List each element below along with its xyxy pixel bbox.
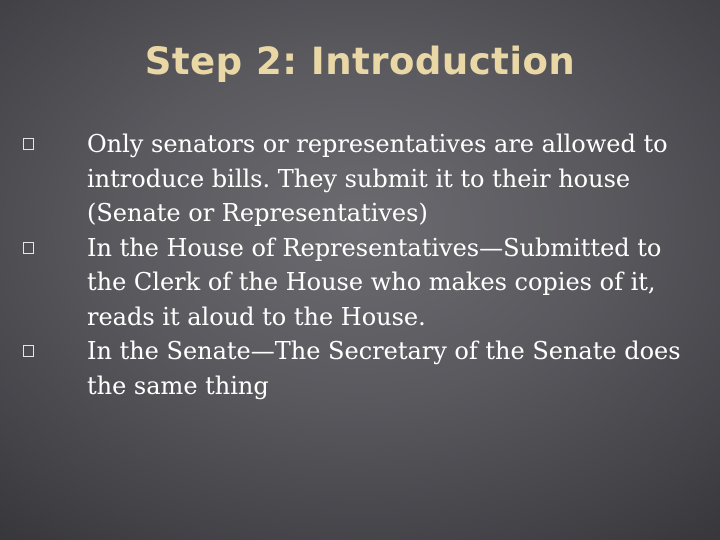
- square-bullet-icon: [23, 345, 34, 357]
- bullet-text: In the Senate—The Secretary of the Senate does the same thing: [87, 337, 681, 400]
- bullet-item: [87, 231, 687, 335]
- bullet-list: [87, 127, 687, 403]
- slide-title: Step 2: Introduction: [144, 40, 576, 83]
- bullet-item: [87, 334, 687, 403]
- square-bullet-icon: [23, 242, 34, 254]
- square-bullet-icon: [23, 138, 34, 150]
- bullet-text: In the House of Representatives—Submitted to the Clerk of the House who makes copies of it, reads it aloud to the House.: [87, 233, 662, 331]
- bullet-item: [87, 127, 687, 231]
- bullet-text: Only senators or representatives are allowed to introduce bills. They submit it to their house (Senate or Representatives): [87, 130, 668, 227]
